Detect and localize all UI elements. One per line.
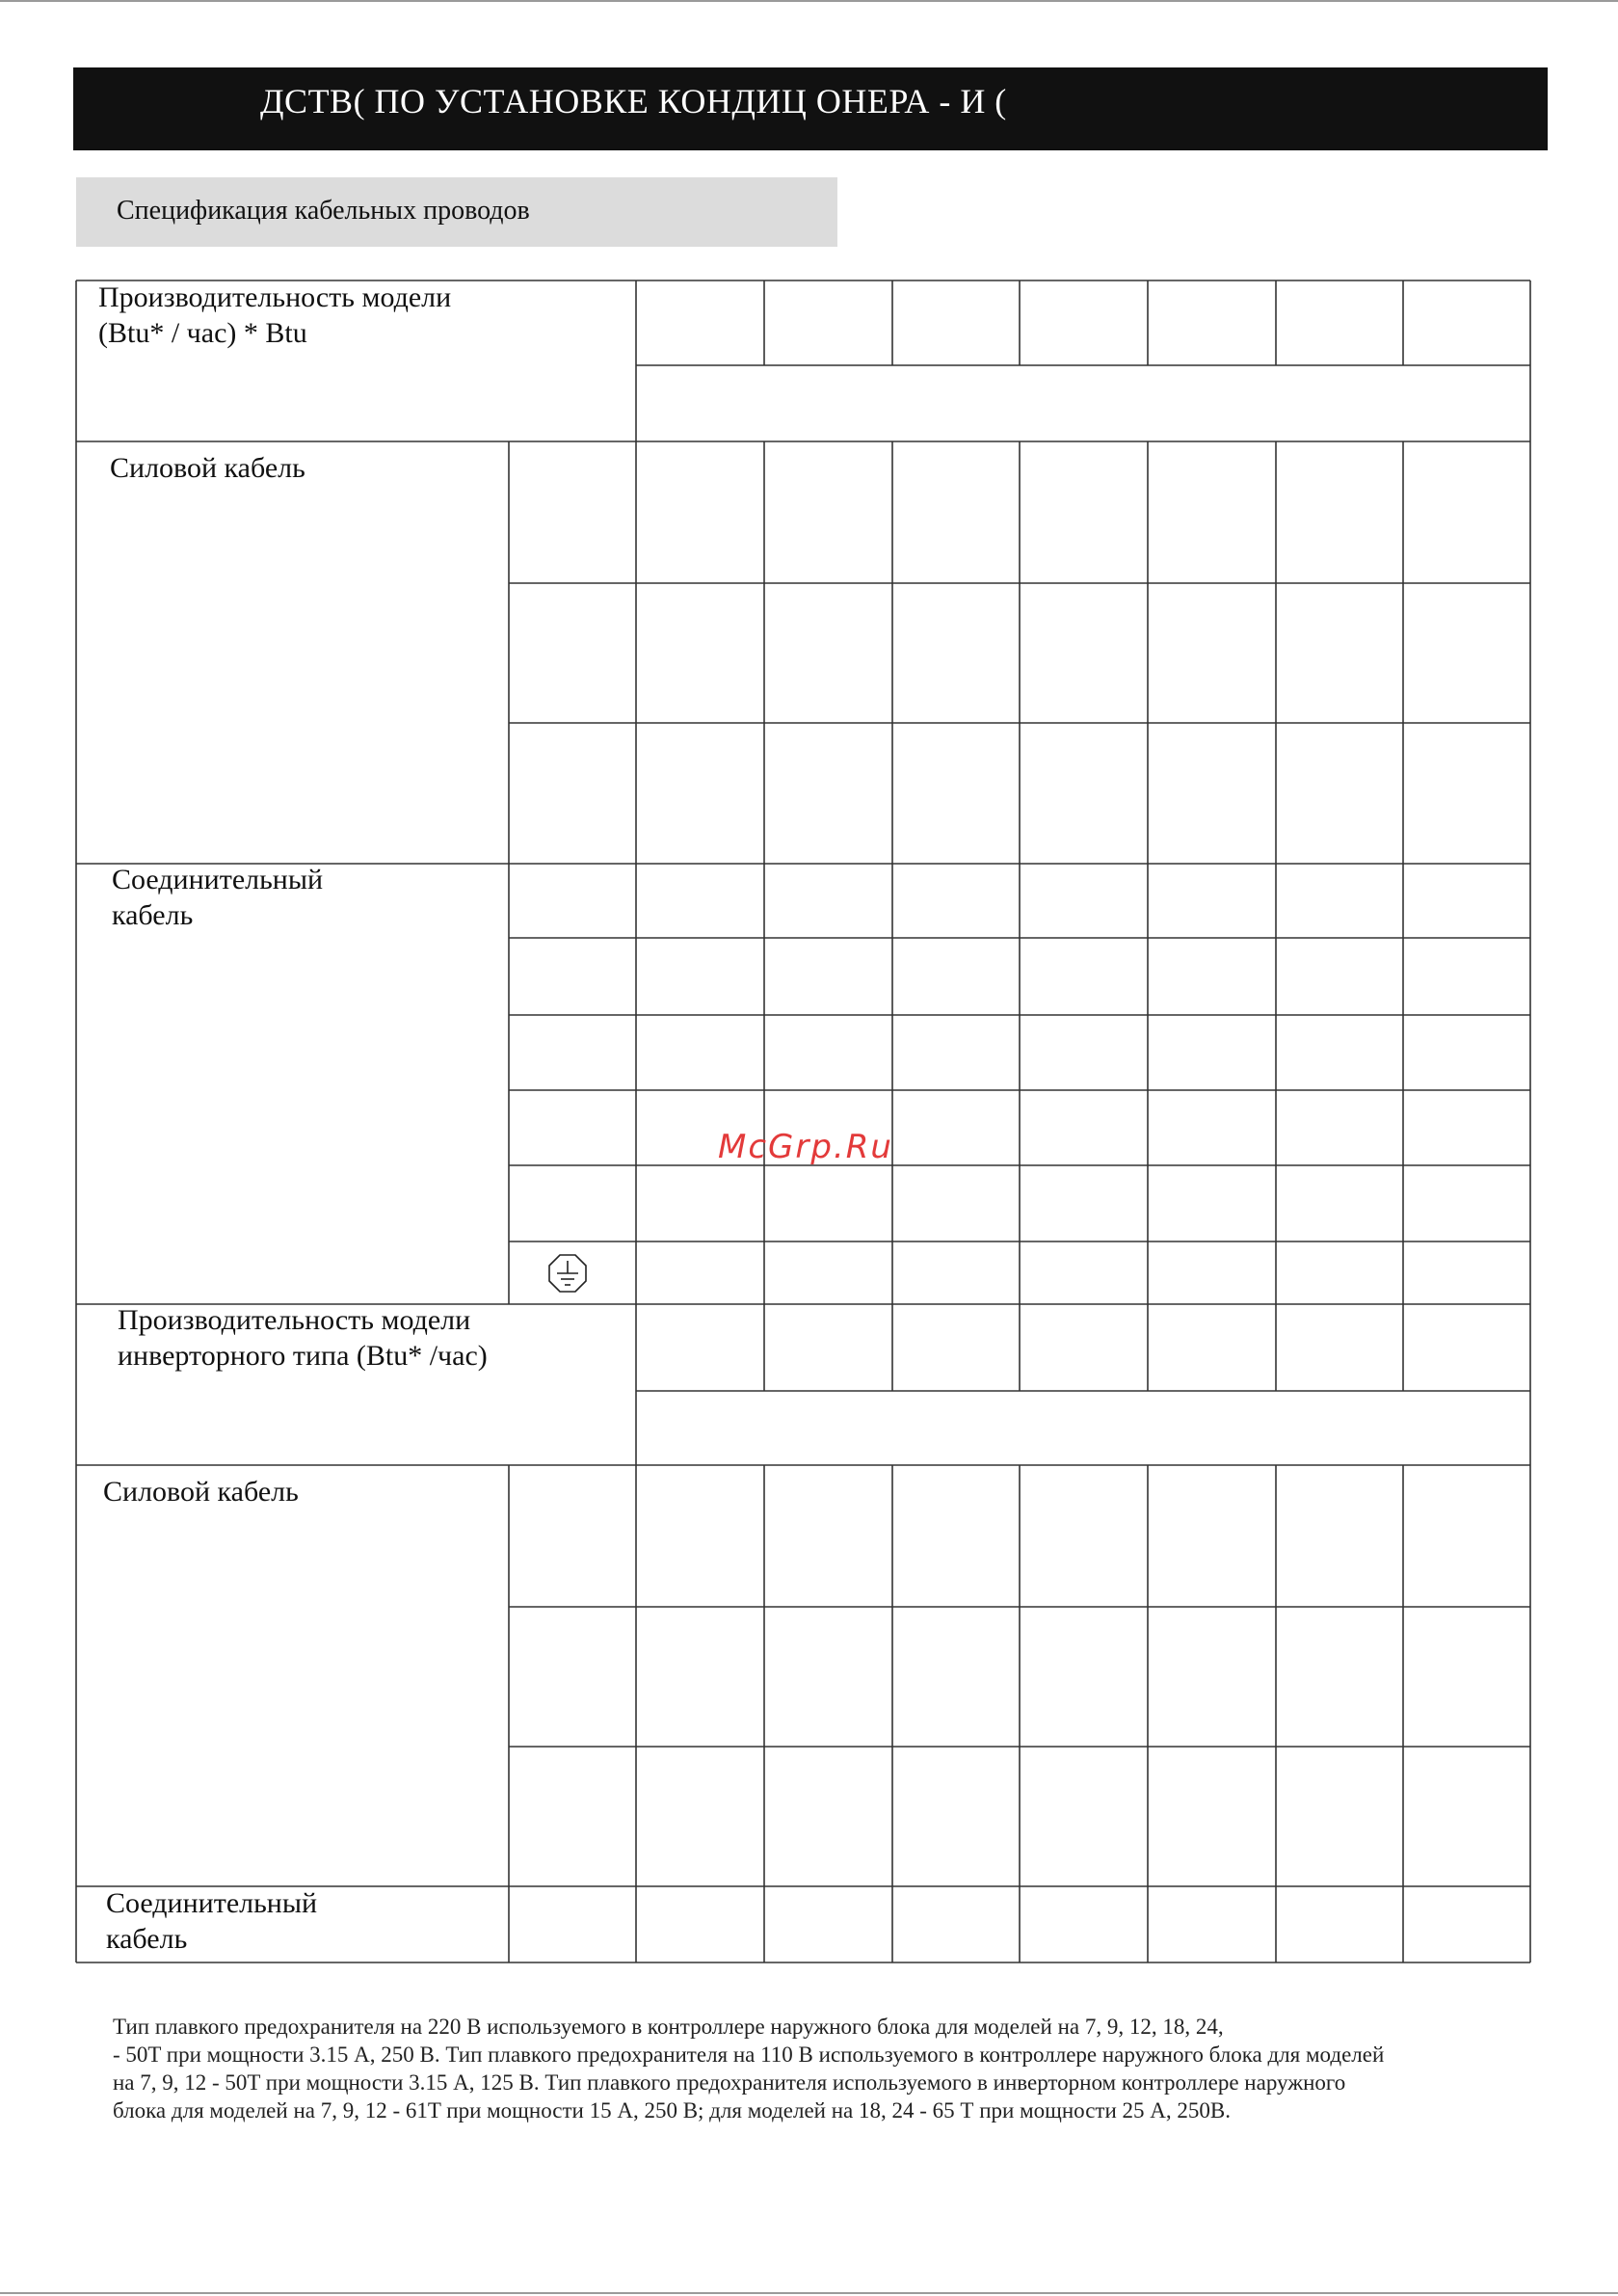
table1-connecting-cable-label-line1: Соединительный bbox=[112, 864, 324, 895]
table2-capacity-label-line2: инверторного типа (Btu* /час) bbox=[118, 1340, 488, 1372]
table1-capacity-label-line1: Производительность модели bbox=[98, 281, 452, 313]
table2-connecting-cable-label-line1: Соединительный bbox=[106, 1887, 318, 1919]
page-title: ДСТВ( ПО УСТАНОВКЕ КОНДИЦ ОНЕРА - И ( bbox=[260, 82, 1007, 120]
bottom-rule bbox=[0, 2292, 1618, 2294]
table1-power-cable-label: Силовой кабель bbox=[110, 452, 305, 484]
watermark: McGrp.Ru bbox=[718, 1128, 893, 1166]
table1-capacity-label-line2: (Btu* / час) * Btu bbox=[98, 317, 307, 349]
fuse-note-line: блока для моделей на 7, 9, 12 - 61T при мощности 15 А, 250 В; для моделей на 18, 24 - 65 Т при мощности 25 А, 250В. bbox=[113, 2098, 1231, 2122]
fuse-note bbox=[113, 2013, 1549, 2124]
table2-capacity-label-line1: Производительность модели bbox=[118, 1304, 471, 1336]
table2-connecting-cable-label-line2: кабель bbox=[106, 1923, 188, 1955]
ground-icon bbox=[546, 1252, 589, 1295]
fuse-note-line: - 50T при мощности 3.15 А, 250 В. Тип плавкого предохранителя на 110 В используемого в контроллере наружного блока для моделей bbox=[113, 2042, 1385, 2067]
section-title: Спецификация кабельных проводов bbox=[117, 196, 530, 226]
table2-power-cable-label: Силовой кабель bbox=[103, 1476, 299, 1508]
fuse-note-line: Тип плавкого предохранителя на 220 В используемого в контроллере наружного блока для моделей на 7, 9, 12, 18, 24, bbox=[113, 2015, 1224, 2039]
table1-connecting-cable-label-line2: кабель bbox=[112, 899, 194, 931]
fuse-note-line: на 7, 9, 12 - 50T при мощности 3.15 А, 125 В. Тип плавкого предохранителя используемого в инверторном контроллере наружного bbox=[113, 2070, 1346, 2095]
